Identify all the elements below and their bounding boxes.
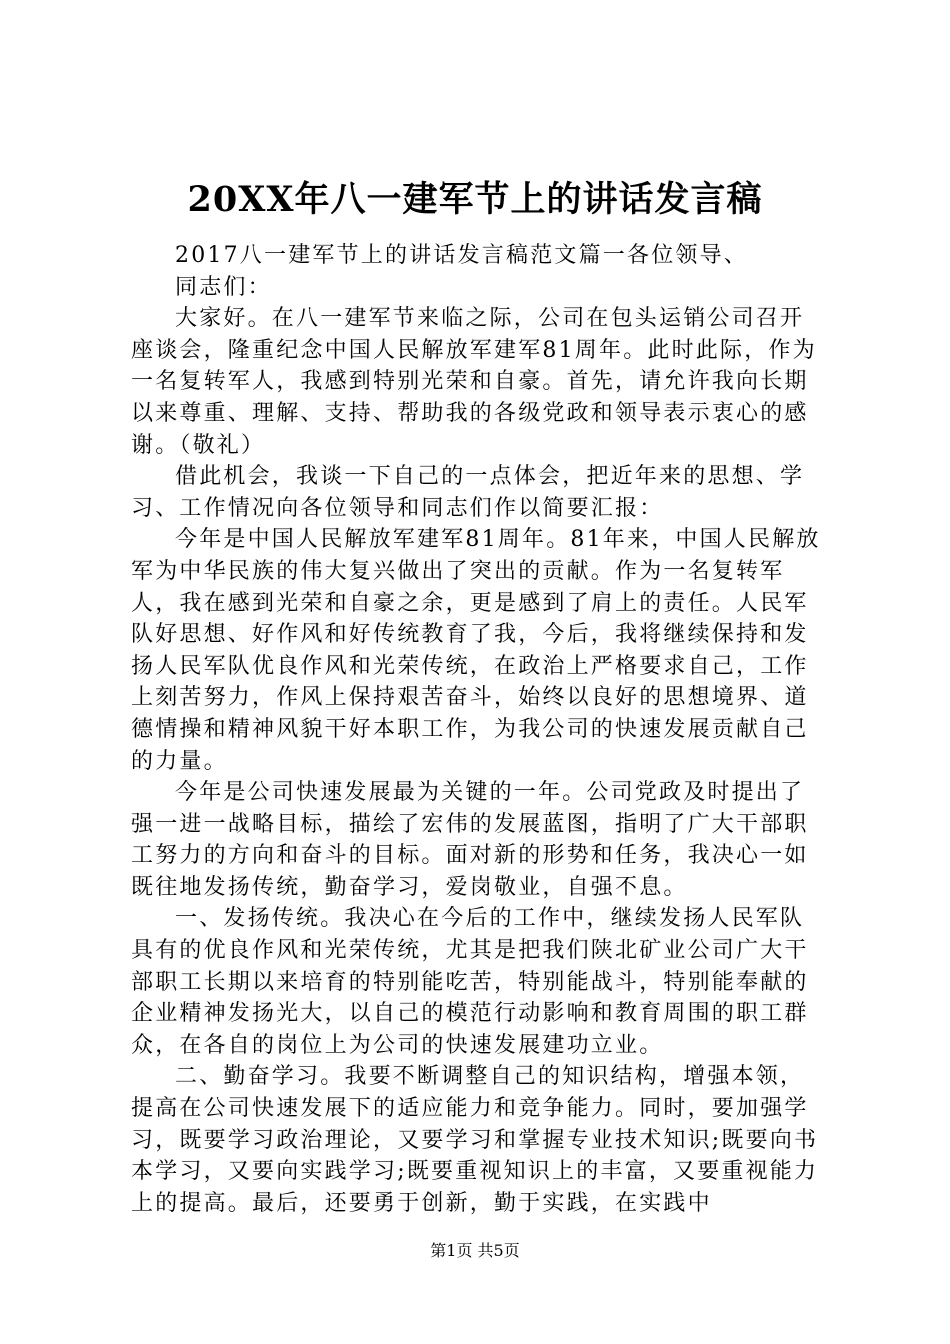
tradition-paragraph: 一、发扬传统。我决心在今后的工作中，继续发扬人民军队具有的优良作风和光荣传统，尤其是把我们陕北矿业公司广大干部职工长期以来培育的特别能吃苦，特别能战斗，特别能奉献的企业精神发扬光大，以自己的模范行动影响和教育周围的职工群众，在各自的岗位上为公司的快速发展建功立业。 [131,906,809,1058]
study-paragraph: 二、勤奋学习。我要不断调整自己的知识结构，增强本领，提高在公司快速发展下的适应能力和竞争能力。同时，要加强学习，既要学习政治理论，又要学习和掌握专业技术知识;既要向书本学习，又要向实践学习;既要重视知识上的丰富，又要重视能力上的提高。最后，还要勇于创新，勤于实践，在实践中 [131,1064,819,1216]
page-number-footer: 第1页 共5页 [430,1241,520,1260]
anniversary-paragraph: 今年是中国人民解放军建军81周年。81年来，中国人民解放军为中华民族的伟大复兴做出了突出的贡献。作为一名复转军人，我在感到光荣和自豪之余，更是感到了肩上的责任。人民军队好思想、好作风和好传统教育了我，今后，我将继续保持和发扬人民军队优良作风和光荣传统，在政治上严格要求自己，工作上刻苦努力，作风上保持艰苦奋斗，始终以良好的思想境界、道德情操和精神风貌干好本职工作，为我公司的快速发展贡献自己的力量。 [131,527,821,774]
report-intro-paragraph: 借此机会，我谈一下自己的一点体会，把近年来的思想、学习、工作情况向各位领导和同志们作以简要汇报： [131,464,805,521]
document-title: 20XX年八一建军节上的讲话发言稿 [187,179,763,220]
greeting-paragraph: 大家好。在八一建军节来临之际，公司在包头运销公司召开座谈会，隆重纪念中国人民解放军建军81周年。此时此际，作为一名复转军人，我感到特别光荣和自豪。首先，请允许我向长期以来尊重、理解、支持、帮助我的各级党政和领导表示衷心的感谢。（敬礼） [131,306,817,458]
salutation-paragraph: 同志们： [175,274,272,300]
intro-paragraph: 2017八一建军节上的讲话发言稿范文篇一各位领导、 [175,243,748,268]
company-goal-paragraph: 今年是公司快速发展最为关键的一年。公司党政及时提出了强一进一战略目标，描绘了宏伟的发展蓝图，指明了广大干部职工努力的方向和奋斗的目标。面对新的形势和任务，我决心一如既往地发扬传统，勤奋学习，爱岗敬业，自强不息。 [131,780,809,900]
document-body [131,240,826,1219]
